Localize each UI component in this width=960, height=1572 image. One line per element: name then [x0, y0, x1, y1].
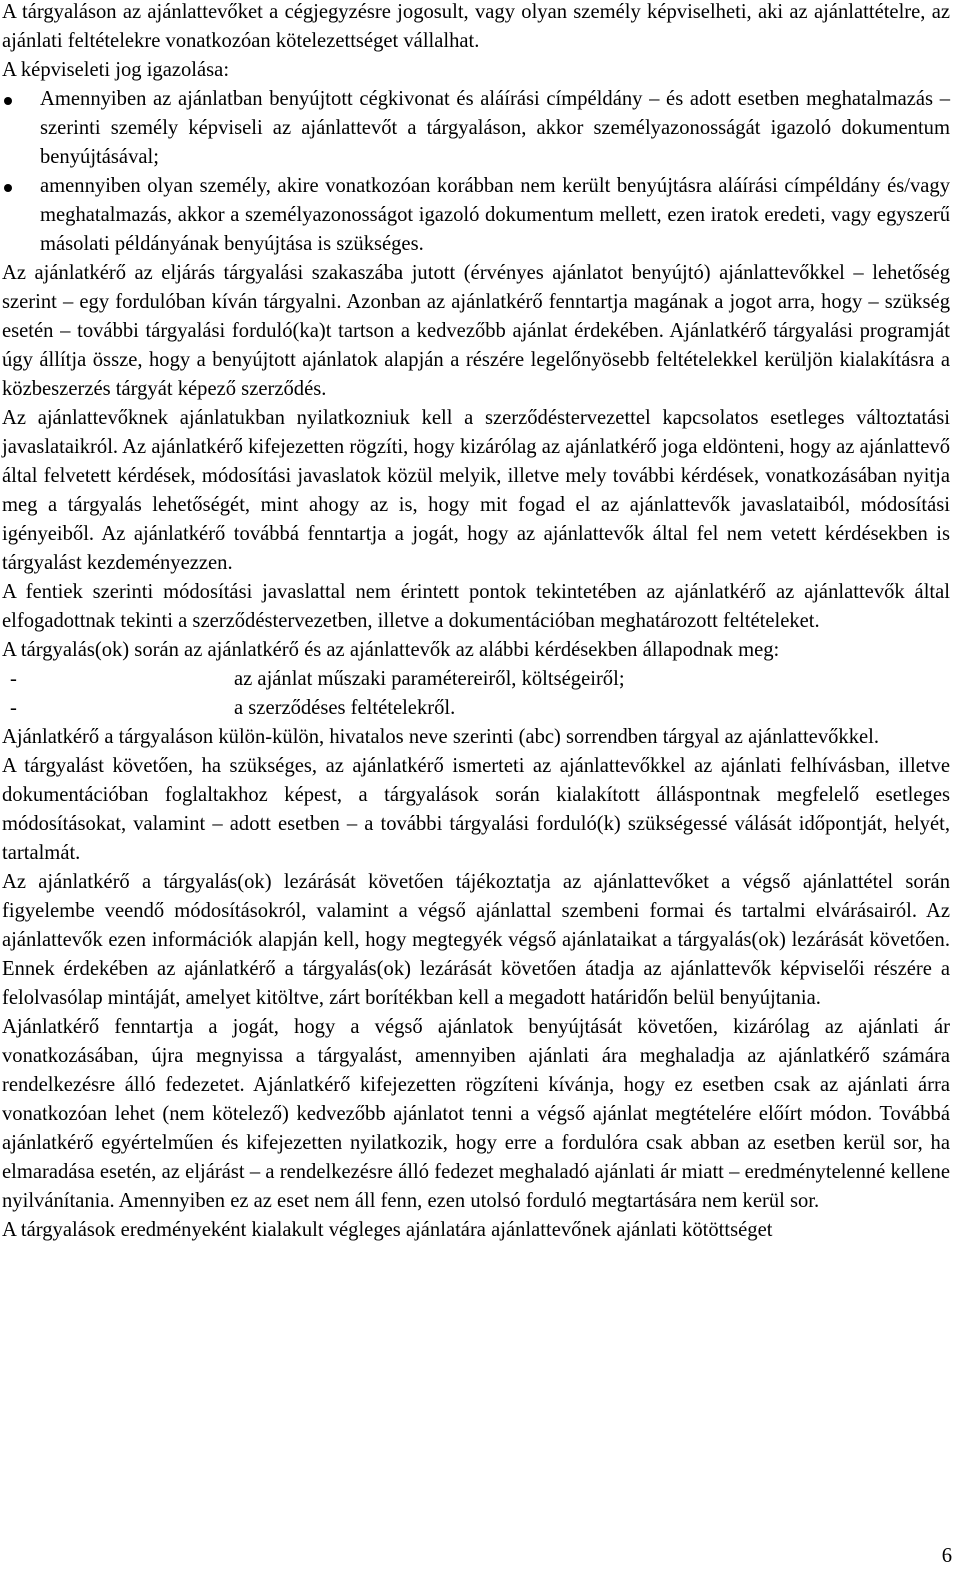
dash-list-item [2, 665, 950, 694]
bullet-item [2, 85, 950, 172]
representation-heading: A képviseleti jog igazolása: [2, 59, 230, 81]
dash-marker: - [10, 668, 17, 690]
intro-paragraph: A tárgyaláson az ajánlattevőket a cégjegyzésre jogosult, vagy olyan személy képviselheti, aki az ajánlattételre, az ajánlati feltételekre vonatkozóan kötelezettséget vállalhat. [2, 1, 950, 52]
document-body [2, 0, 950, 1245]
after-negotiation-paragraph: A tárgyalást követően, ha szükséges, az ajánlatkérő ismerteti az ajánlattevőkkel az ajánlati felhívásban, illetve dokumentációban foglaltakhoz képest, a tárgyalások során kialakított álláspontnak megfelelő esetleges módosításokat, valamint – adott esetben – a további tárgyalási forduló(k) szükségessé válását időpontját, helyét, tartalmát. [2, 755, 950, 864]
reopen-negotiation-paragraph: Ajánlatkérő fenntartja a jogát, hogy a végső ajánlatok benyújtását követően, kizárólag az ajánlati ár vonatkozásában, újra megnyissa a tárgyalást, amennyiben ajánlati ára meghaladja az ajánlatkérő számára rendelkezésre álló fedezetet. Ajánlatkérő kifejezetten rögzíteni kívánja, hogy ez esetben csak az ajánlati árra vonatkozóan lehet (nem kötelező) kedvezőbb ajánlatot tenni a végső ajánlat megtételére előírt módon. Továbbá ajánlatkérő egyértelműen és kifejezetten nyilatkozik, hogy erre a fordulóra csak abban az esetben kerül sor, ha elmaradása esetén, az eljárást – a rendelkezésre álló fedezet meghaladó ajánlati ár miatt – eredménytelenné kellene nyilvánítania. Amennyiben ez az eset nem áll fenn, ezen utolsó forduló megtartására nem kerül sor. [2, 1016, 950, 1212]
agreement-dash-list [2, 665, 950, 723]
bullet-text: amennyiben olyan személy, akire vonatkozóan korábban nem került benyújtásra aláírási címpéldány és/vagy meghatalmazás, akkor a személyazonosságot igazoló dokumentum mellett, ezen iratok eredeti, vagy egyszerű másolati példányának benyújtása is szükséges. [40, 175, 950, 255]
dash-marker: - [10, 697, 17, 719]
bullet-icon [4, 184, 12, 192]
contract-paragraph: Az ajánlattevőknek ajánlatukban nyilatkozniuk kell a szerződéstervezettel kapcsolatos esetleges változtatási javaslataikról. Az ajánlatkérő kifejezetten rögzíti, hogy kizárólag az ajánlatkérő joga eldönteni, hogy az ajánlattevő által felvetett kérdések, módosítási javaslatok közül melyik, illetve mely további kérdések, vonatkozásában nyitja meg a tárgyalás lehetőségét, mint ahogy az is, hogy mit fogad el az ajánlattevők javaslataiból, módosítási igényeiből. Az ajánlatkérő továbbá fenntartja a jogát, hogy az ajánlattevők által fel nem vetett kérdésekben is tárgyalást kezdeményezzen. [2, 407, 950, 574]
dash-item-text: az ajánlat műszaki paramétereiről, költségeiről; [234, 668, 625, 690]
bullet-text: Amennyiben az ajánlatban benyújtott cégkivonat és aláírási címpéldány – és adott esetben meghatalmazás – szerinti személy képviseli az ajánlattevőt a tárgyaláson, akkor személyazonosságát igazoló dokumentum benyújtásával; [40, 88, 950, 168]
final-offer-paragraph: A tárgyalások eredményeként kialakult végleges ajánlatára ajánlattevőnek ajánlati kötöttséget [2, 1219, 773, 1241]
order-paragraph: Ajánlatkérő a tárgyaláson külön-külön, hivatalos neve szerinti (abc) sorrendben tárgyal az ajánlattevőkkel. [2, 726, 880, 748]
page-number: 6 [941, 1545, 952, 1567]
representation-bullet-list [2, 85, 950, 259]
closing-negotiation-paragraph: Az ajánlatkérő a tárgyalás(ok) lezárását követően tájékoztatja az ajánlattevőket a végső ajánlattétel során figyelembe veendő módosításokról, valamint a végső ajánlattal szembeni formai és tartalmi elvárásairól. Az ajánlattevők ezen információk alapján kell, hogy megtegyék végső ajánlataikat a tárgyalás(ok) lezárását követően. Ennek érdekében az ajánlatkérő a tárgyalás(ok) lezárását követően átadja az ajánlattevők képviselői részére a felolvasólap mintáját, amelyet kitöltve, zárt borítékban kell a megadott határidőn belül benyújtania. [2, 871, 950, 1009]
bullet-item [2, 172, 950, 259]
bullet-icon [4, 97, 12, 105]
dash-list-item [2, 694, 950, 723]
unaffected-points-paragraph: A fentiek szerinti módosítási javaslattal nem érintett pontok tekintetében az ajánlatkérő az ajánlattevők által elfogadottnak tekinti a szerződéstervezetben, illetve a dokumentációban meghatározott feltételeket. [2, 581, 950, 632]
dash-item-text: a szerződéses feltételekről. [234, 697, 456, 719]
rounds-paragraph: Az ajánlatkérő az eljárás tárgyalási szakaszába jutott (érvényes ajánlatot benyújtó) ajánlattevőkkel – lehetőség szerint – egy fordulóban kíván tárgyalni. Azonban az ajánlatkérő fenntartja magának a jogot arra, hogy – szükség esetén – további tárgyalási forduló(ka)t tartson a kedvezőbb ajánlat érdekében. Ajánlatkérő tárgyalási programját úgy állítja össze, hogy a benyújtott ajánlatok alapján a részére legelőnyösebb feltételekkel kerüljön kialakításra a közbeszerzés tárgyát képező szerződés. [2, 262, 950, 400]
agreement-paragraph: A tárgyalás(ok) során az ajánlatkérő és az ajánlattevők az alábbi kérdésekben állapodnak meg: [2, 639, 780, 661]
